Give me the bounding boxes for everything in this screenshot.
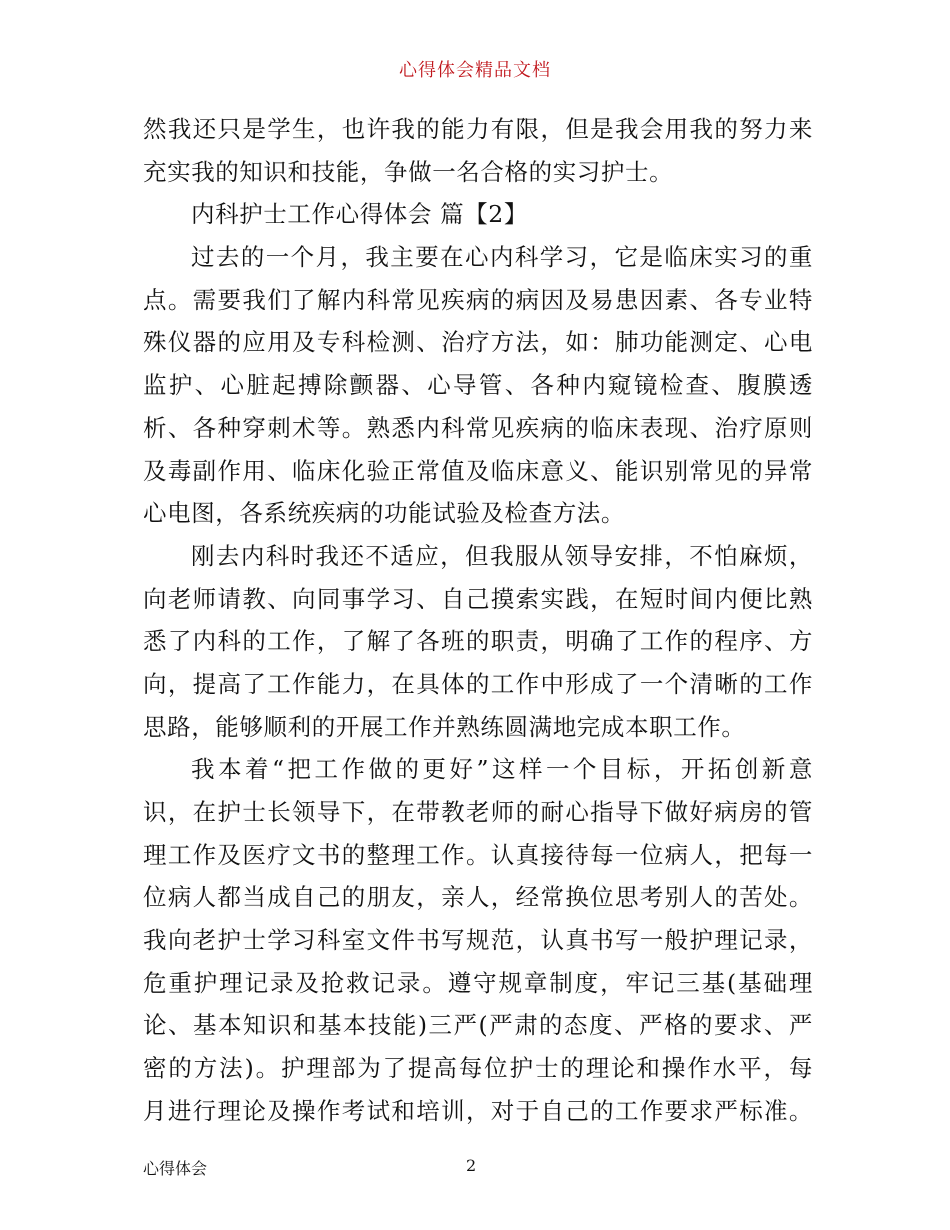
document-body (143, 108, 813, 1133)
text-line: 我本着“把工作做的更好”这样一个目标，开拓创新意 (191, 755, 813, 784)
text-line: 月进行理论及操作考试和培训，对于自己的工作要求严标准。 (143, 1096, 813, 1125)
text-line: 识，在护士长领导下，在带教老师的耐心指导下做好病房的管 (143, 798, 813, 826)
page-number: 2 (466, 1156, 477, 1175)
text-line: 刚去内科时我还不适应，但我服从领导安排，不怕麻烦， (191, 541, 813, 570)
text-line: 危重护理记录及抢救记录。遵守规章制度，牢记三基(基础理 (143, 968, 813, 997)
text-line: 向老师请教、向同事学习、自己摸索实践，在短时间内便比熟 (143, 584, 813, 613)
text-line: 向，提高了工作能力，在具体的工作中形成了一个清晰的工作 (143, 669, 813, 698)
text-line: 点。需要我们了解内科常见疾病的病因及易患因素、各专业特 (143, 285, 813, 314)
footer-label: 心得体会 (143, 1159, 208, 1178)
text-line: 心电图，各系统疾病的功能试验及检查方法。 (143, 499, 625, 528)
text-line: 监护、心脏起搏除颤器、心导管、各种内窥镜检查、腹膜透 (143, 371, 813, 400)
text-line: 思路，能够顺利的开展工作并熟练圆满地完成本职工作。 (143, 712, 746, 741)
text-line: 位病人都当成自己的朋友，亲人，经常换位思考别人的苦处。 (143, 883, 813, 912)
text-line: 析、各种穿刺术等。熟悉内科常见疾病的临床表现、治疗原则 (143, 413, 813, 442)
text-line: 理工作及医疗文书的整理工作。认真接待每一位病人，把每一 (143, 840, 813, 869)
text-line: 过去的一个月，我主要在心内科学习，它是临床实习的重 (191, 243, 813, 272)
text-line: 然我还只是学生，也许我的能力有限，但是我会用我的努力来 (143, 115, 813, 143)
text-line: 内科护士工作心得体会 篇【2】 (191, 200, 528, 229)
text-line: 殊仪器的应用及专科检测、治疗方法，如：肺功能测定、心电 (143, 328, 813, 357)
text-line: 论、基本知识和基本技能)三严(严肃的态度、严格的要求、严 (143, 1011, 813, 1040)
text-line: 我向老护士学习科室文件书写规范，认真书写一般护理记录， (143, 926, 813, 955)
text-line: 充实我的知识和技能，争做一名合格的实习护士。 (143, 157, 674, 186)
text-line: 及毒副作用、临床化验正常值及临床意义、能识别常见的异常 (143, 456, 813, 485)
text-line: 悉了内科的工作，了解了各班的职责，明确了工作的程序、方 (143, 627, 813, 656)
document-header-title: 心得体会精品文档 (399, 60, 551, 81)
text-line: 密的方法)。护理部为了提高每位护士的理论和操作水平，每 (143, 1054, 813, 1083)
